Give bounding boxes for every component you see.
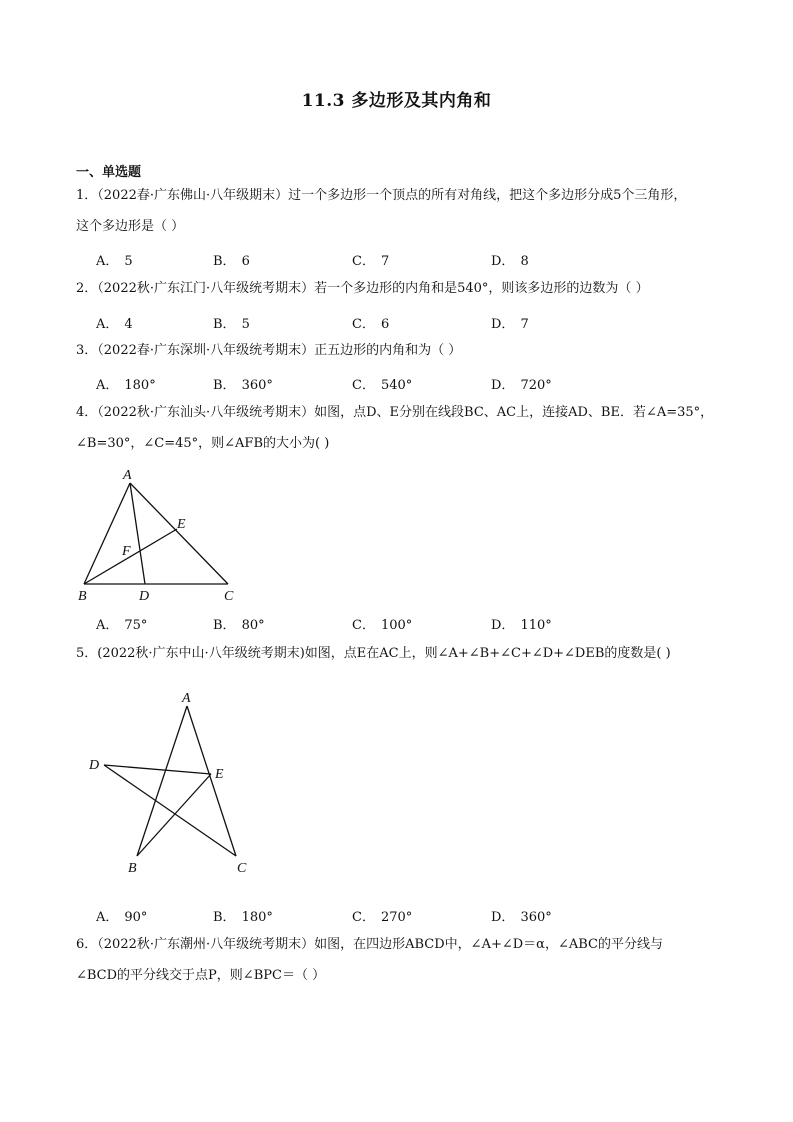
label-c: C (237, 861, 247, 876)
option-key: B． (213, 910, 236, 925)
option-b[interactable] (213, 906, 273, 925)
page-title: 11.3 多边形及其内角和 (301, 91, 492, 111)
option-key: B． (213, 254, 236, 269)
question-4-line-1: 4．（2022秋·广东汕头·八年级统考期末）如图，点D、E分别在线段BC、AC上，连接AD、BE．若∠A=35°， (76, 405, 714, 420)
option-key: C． (352, 618, 375, 633)
option-text: 180° (124, 378, 156, 393)
triangle-figure-q4 (70, 462, 260, 612)
option-a[interactable] (96, 906, 147, 925)
option-d[interactable] (491, 250, 529, 269)
label-c: C (224, 589, 234, 604)
option-text: 7 (380, 254, 390, 269)
option-text: 100° (380, 618, 413, 633)
option-text: 180° (241, 910, 273, 925)
option-text: 360° (520, 910, 552, 925)
option-b[interactable] (213, 614, 265, 633)
option-key: D． (491, 317, 515, 332)
section-heading: 一、单选题 (76, 165, 142, 180)
option-key: D． (491, 910, 515, 925)
label-d: D (139, 589, 150, 604)
segment-ac (187, 706, 236, 856)
option-d[interactable] (491, 313, 529, 332)
star-figure-q5 (80, 688, 260, 878)
label-b: B (78, 589, 87, 604)
option-text: 7 (520, 317, 529, 332)
option-c[interactable] (352, 906, 412, 925)
option-key: A． (96, 910, 119, 925)
option-key: A． (96, 317, 119, 332)
option-b[interactable] (213, 374, 273, 393)
question-2-line-1: 2．（2022秋·广东江门·八年级统考期末）若一个多边形的内角和是540°，则该多边形的边数为（ ） (76, 281, 649, 296)
option-key: A． (96, 254, 119, 269)
option-text: 6 (241, 254, 250, 269)
question-1-line-2: 这个多边形是（ ） (76, 219, 185, 234)
option-text: 720° (520, 378, 552, 393)
option-b[interactable] (213, 250, 250, 269)
option-text: 75° (124, 618, 148, 633)
segment-ca (130, 483, 228, 584)
option-text: 540° (380, 378, 413, 393)
option-c[interactable] (352, 313, 389, 332)
question-3-line-1: 3．（2022春·广东深圳·八年级统考期末）正五边形的内角和为（ ） (76, 343, 462, 358)
question-6-line-2: ∠BCD的平分线交于点P，则∠BPC＝（ ） (76, 968, 326, 983)
label-d: D (89, 758, 100, 773)
option-c[interactable] (352, 250, 389, 269)
option-text: 80° (241, 618, 265, 633)
option-text: 6 (380, 317, 390, 332)
option-a[interactable] (96, 374, 156, 393)
segment-be (137, 774, 211, 856)
option-key: D． (491, 378, 515, 393)
option-text: 5 (124, 254, 133, 269)
option-a[interactable] (96, 250, 133, 269)
option-key: C． (352, 378, 375, 393)
segment-ad (130, 483, 145, 584)
segment-ab (137, 706, 187, 856)
option-text: 360° (241, 378, 273, 393)
label-e: E (177, 517, 186, 532)
option-text: 110° (520, 618, 552, 633)
option-text: 8 (520, 254, 529, 269)
label-a: A (182, 691, 191, 706)
option-key: C． (352, 910, 375, 925)
question-1-line-1: 1．（2022春·广东佛山·八年级期末）过一个多边形一个顶点的所有对角线，把这个多边形分成5个三角形， (76, 188, 687, 203)
label-b: B (128, 861, 137, 876)
label-a: A (123, 468, 132, 483)
option-text: 270° (380, 910, 413, 925)
option-a[interactable] (96, 313, 133, 332)
option-c[interactable] (352, 374, 412, 393)
option-key: D． (491, 618, 515, 633)
option-text: 4 (124, 317, 133, 332)
option-key: D． (491, 254, 515, 269)
option-text: 90° (124, 910, 148, 925)
question-6-line-1: 6．（2022秋·广东潮州·八年级统考期末）如图，在四边形ABCD中，∠A+∠D＝α，∠ABC的平分线与 (76, 937, 663, 952)
option-key: B． (213, 317, 236, 332)
question-4-line-2: ∠B=30°，∠C=45°，则∠AFB的大小为( ) (76, 436, 330, 451)
label-e: E (215, 767, 224, 782)
label-f: F (122, 544, 131, 559)
option-key: C． (352, 317, 375, 332)
option-key: A． (96, 618, 119, 633)
question-5-line-1: 5．(2022秋·广东中山·八年级统考期末)如图，点E在AC上，则∠A+∠B+∠C+∠D+∠DEB的度数是( ) (76, 646, 671, 661)
segment-de (104, 765, 211, 774)
option-c[interactable] (352, 614, 412, 633)
option-d[interactable] (491, 374, 552, 393)
option-key: B． (213, 378, 236, 393)
option-text: 5 (241, 317, 250, 332)
option-key: A． (96, 378, 119, 393)
option-d[interactable] (491, 614, 552, 633)
option-a[interactable] (96, 614, 147, 633)
option-d[interactable] (491, 906, 552, 925)
option-b[interactable] (213, 313, 250, 332)
segment-ab (84, 483, 130, 584)
option-key: B． (213, 618, 236, 633)
option-key: C． (352, 254, 375, 269)
